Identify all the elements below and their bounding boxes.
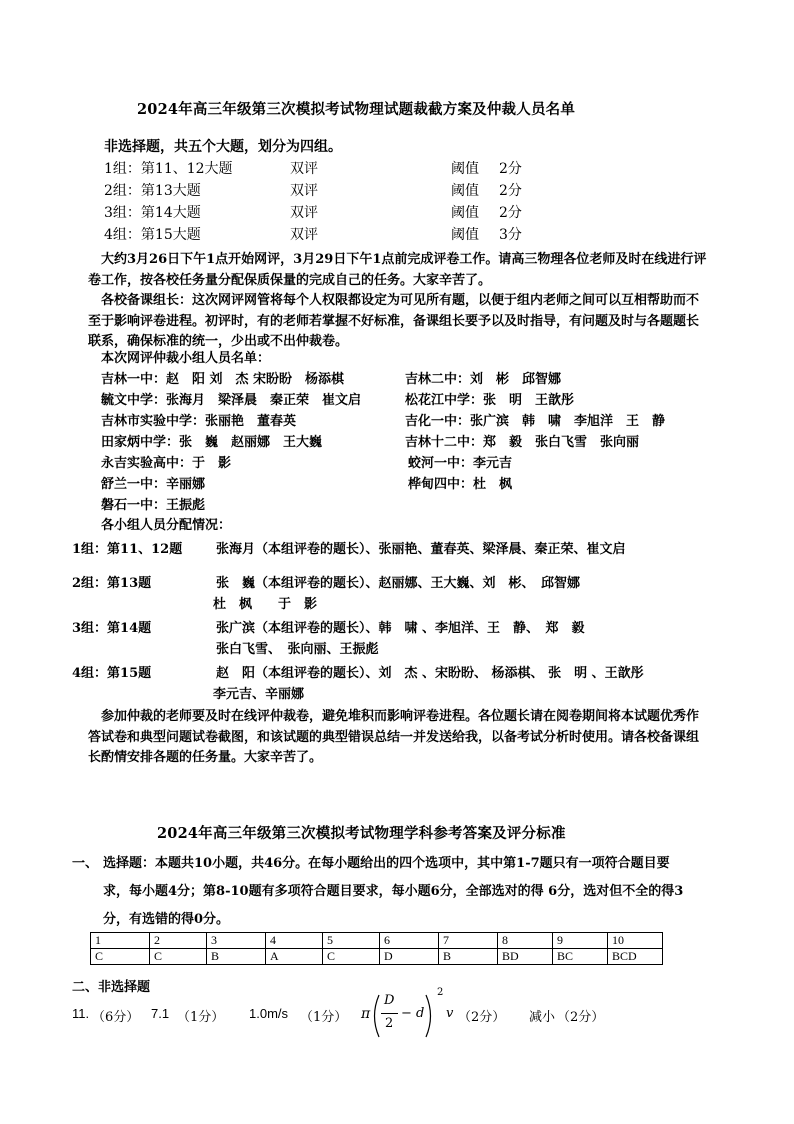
- q11-answer-3-score: （2分）: [458, 1010, 506, 1025]
- section1-label: 一、: [72, 856, 99, 871]
- group-mode: 双评: [290, 205, 318, 221]
- doc1-title: 2024年高三年级第三次模拟考试物理试题裁截方案及仲裁人员名单: [137, 101, 576, 118]
- right-paren-icon: [424, 993, 436, 1039]
- answer-cell: D: [380, 949, 439, 965]
- assignment-heading: 各小组人员分配情况：: [101, 518, 232, 533]
- formula-2: 2: [385, 1016, 394, 1031]
- assignment-label: 4组：第15题: [72, 666, 152, 681]
- answer-cell: B: [439, 949, 498, 965]
- arbitration-entry: 磐石一中：王振彪: [101, 498, 206, 513]
- question-number: 2: [150, 933, 207, 949]
- question-number: 5: [323, 933, 380, 949]
- formula-minus-d: − d: [401, 1006, 425, 1021]
- left-paren-icon: [369, 993, 381, 1039]
- q11-answer-2-score: （1分）: [300, 1010, 348, 1025]
- formula-D: D: [384, 993, 395, 1008]
- group-threshold-label: 阈值: [451, 161, 479, 177]
- answer-cell: C: [323, 949, 380, 965]
- arbitration-entry: 毓文中学：张海月 梁泽晨 秦正荣 崔文启: [101, 393, 362, 408]
- group-threshold: 3分: [499, 227, 522, 243]
- arbitration-entry: 舒兰一中：辛丽娜: [101, 477, 206, 492]
- question-number: 7: [439, 933, 498, 949]
- arbitration-entry: 田家炳中学：张 巍 赵丽娜 王大巍: [101, 435, 323, 450]
- question-number: 8: [498, 933, 553, 949]
- answer-cell: BC: [553, 949, 608, 965]
- question-number: 6: [380, 933, 439, 949]
- formula-v: v: [446, 1006, 454, 1021]
- arbitration-entry: 蛟河一中：李元吉: [408, 456, 513, 471]
- arbitration-entry: 永吉实验高中：于 影: [101, 456, 232, 471]
- group-threshold-label: 阈值: [451, 183, 479, 199]
- assignment-members: 杜 枫 于 影: [213, 597, 318, 612]
- question-number: 9: [553, 933, 608, 949]
- paragraph-instructions: [88, 291, 708, 353]
- arbitration-entry: 吉林一中：赵 阳 刘 杰 宋盼盼 杨添棋: [101, 372, 345, 387]
- assignment-members: 李元吉、辛丽娜: [213, 687, 305, 702]
- q11-answer-4-score: （2分）: [557, 1010, 605, 1025]
- group-threshold: 2分: [499, 205, 522, 221]
- answer-table: [90, 932, 663, 965]
- section1-line: 选择题：本题共10小题，共46分。在每小题给出的四个选项中，其中第1-7题只有一项符合题目要: [103, 856, 670, 871]
- q11-number: 11.: [72, 1006, 90, 1021]
- section1-line: 求，每小题4分；第8-10题有多项符合题目要求，每小题6分，全部选对的得 6分，选对但不全的得3: [103, 884, 684, 899]
- group-threshold-label: 阈值: [451, 227, 479, 243]
- arbitration-entry: 吉林十二中：郑 毅 张白飞雪 张向丽: [405, 435, 640, 450]
- doc2-title: 2024年高三年级第三次模拟考试物理学科参考答案及评分标准: [157, 825, 566, 842]
- answer-cell: BCD: [608, 949, 663, 965]
- group-threshold-label: 阈值: [451, 205, 479, 221]
- q11-answer-2: 1.0m/s: [249, 1006, 289, 1021]
- group-name: 3组：第14大题: [104, 205, 201, 221]
- paragraph-instructions-text: 各校备课组长：这次网评网管将每个人权限都设定为可见所有题，以便于组内老师之间可以互相帮助而不至于影响评卷进程。初评时，有的老师若掌握不好标准，备课组长要予以及时指导，有问题及时与各题题长联系，确保标准的统一，少出或不出仲裁卷。: [88, 293, 700, 349]
- answer-cell: C: [150, 949, 207, 965]
- group-name: 4组：第15大题: [104, 227, 201, 243]
- section2-label: 二、非选择题: [72, 980, 151, 995]
- arbitration-entry: 吉林市实验中学：张丽艳 董春英: [101, 414, 297, 429]
- arbitration-entry: 松花江中学：张 明 王歆彤: [405, 393, 575, 408]
- doc1-intro: 非选择题，共五个大题，划分为四组。: [104, 139, 342, 155]
- group-mode: 双评: [290, 227, 318, 243]
- arbitration-entry: 吉林二中：刘 彬 邱智娜: [405, 372, 562, 387]
- q11-score: （6分）: [92, 1010, 140, 1025]
- question-number: 4: [266, 933, 323, 949]
- group-threshold: 2分: [499, 183, 522, 199]
- answer-cell: A: [266, 949, 323, 965]
- group-name: 2组：第13大题: [104, 183, 201, 199]
- formula-exponent: 2: [437, 987, 444, 998]
- group-mode: 双评: [290, 183, 318, 199]
- fraction-bar: [381, 1013, 398, 1014]
- answer-cell: BD: [498, 949, 553, 965]
- paragraph-schedule: [88, 250, 708, 291]
- assignment-members: 张广滨（本组评卷的题长）、韩 啸 、李旭洋、王 静、 郑 毅: [216, 621, 585, 636]
- assignment-label: 1组：第11、12题: [72, 542, 183, 557]
- assignment-members: 张 巍（本组评卷的题长）、赵丽娜、王大巍、刘 彬、 邱智娜: [216, 576, 581, 591]
- q11-answer-4: 减小: [529, 1010, 556, 1025]
- answer-table-row-answers: [91, 949, 663, 965]
- assignment-members: 张海月（本组评卷的题长）、张丽艳、董春英、梁泽晨、秦正荣、崔文启: [216, 542, 626, 557]
- arbitration-heading: 本次网评仲裁小组人员名单：: [101, 351, 271, 366]
- answer-table-row-numbers: [91, 933, 663, 949]
- question-number: 10: [608, 933, 663, 949]
- question-number: 3: [207, 933, 266, 949]
- answer-cell: B: [207, 949, 266, 965]
- section1-line: 分，有选错的得0分。: [103, 912, 230, 927]
- q11-answer-1: 7.1: [151, 1006, 170, 1021]
- paragraph-schedule-text: 大约3月26日下午1点开始网评，3月29日下午1点前完成评卷工作。请高三物理各位老师及时在线进行评卷工作，按各校任务量分配保质保量的完成自己的任务。大家辛苦了。: [88, 252, 707, 288]
- assignment-members: 赵 阳（本组评卷的题长）、刘 杰 、宋盼盼、 杨添棋、 张 明 、王歆彤: [216, 666, 644, 681]
- group-mode: 双评: [290, 161, 318, 177]
- assignment-label: 2组：第13题: [72, 576, 152, 591]
- q11-answer-1-score: （1分）: [177, 1010, 225, 1025]
- assignment-members: 张白飞雪、 张向丽、王振彪: [216, 642, 379, 657]
- question-number: 1: [91, 933, 150, 949]
- formula-pi: π: [361, 1006, 371, 1022]
- arbitration-entry: 吉化一中：张广滨 韩 啸 李旭洋 王 静: [405, 414, 666, 429]
- paragraph-closing: [88, 707, 708, 769]
- group-threshold: 2分: [499, 161, 522, 177]
- paragraph-closing-text: 参加仲裁的老师要及时在线评仲裁卷，避免堆积而影响评卷进程。各位题长请在阅卷期间将本试题优秀作答试卷和典型问题试卷截图，和该试题的典型错误总结一并发送给我，以备考试分析时使用。请各校备课组长酌情安排各题的任务量。大家辛苦了。: [88, 709, 700, 765]
- arbitration-entry: 桦甸四中：杜 枫: [408, 477, 513, 492]
- group-name: 1组：第11、12大题: [104, 161, 233, 177]
- answer-cell: C: [91, 949, 150, 965]
- assignment-label: 3组：第14题: [72, 621, 152, 636]
